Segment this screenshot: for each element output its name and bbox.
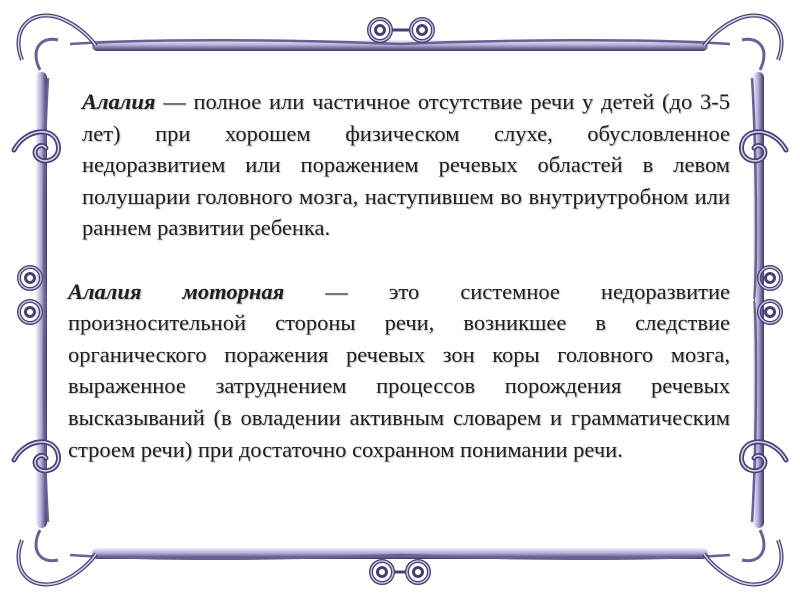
- definition-alalia: [68, 86, 730, 244]
- definition-alalia-text: — полное или частичное отсутствие речи у детей (до 3-5 лет) при хорошем физическом слухе, обусловленное недоразвитием или поражением речевых областей в левом полушарии головного мозга, наступившем во внутриутробном или раннем развитии ребенка.: [82, 89, 730, 241]
- term-motor-alalia: Алалия моторная: [68, 278, 285, 304]
- definition-motor-alalia-text: — это системное недоразвитие произносительной стороны речи, возникшее в следствие органического поражения речевых зон коры головного мозга, выраженное затруднением процессов порождения речевых высказываний (в овладении активным словарем и грамматическим строем речи) при достаточно сохранном понимании речи.: [68, 278, 730, 462]
- corner-flourish-bottom-left: [18, 530, 96, 584]
- frame-bottom-bar: [70, 548, 730, 559]
- corner-flourish-bottom-right: [704, 530, 782, 584]
- spiral-ornament-icon: [371, 561, 429, 583]
- definition-motor-alalia: [68, 276, 730, 466]
- frame-top-bar: [70, 40, 730, 51]
- slide-text: [68, 86, 730, 465]
- term-alalia: Алалия: [82, 89, 156, 114]
- spiral-ornament-icon: [369, 19, 433, 41]
